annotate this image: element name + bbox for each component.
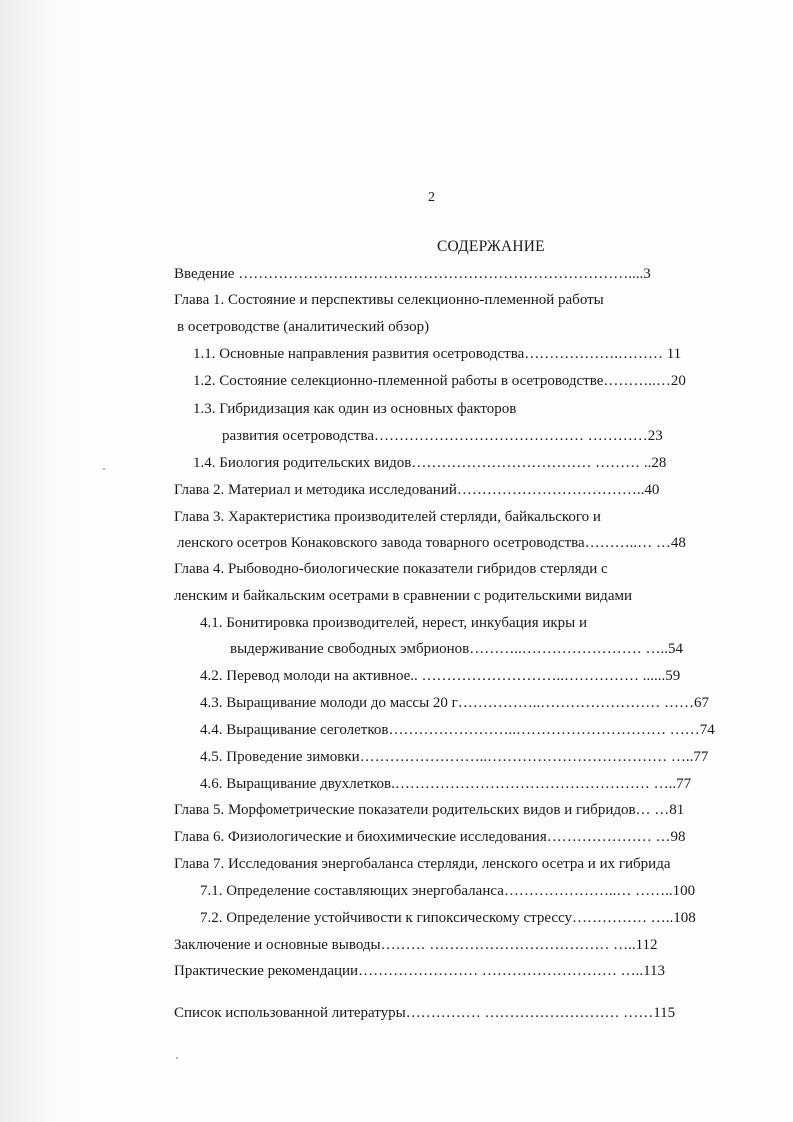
toc-entry: Глава 5. Морфометрические показатели родительских видов и гибридов… …81 — [174, 802, 685, 818]
toc-entry: 1.3. Гибридизация как один из основных факторов — [193, 401, 517, 417]
toc-entry: 4.5. Проведение зимовки……………………..……………………………… …..77 — [200, 749, 709, 765]
toc-entry: 7.1. Определение составляющих энергобаланса…………………..… ……..100 — [200, 883, 696, 899]
toc-entry: ленским и байкальским осетрами в сравнении с родительскими видами — [174, 588, 632, 604]
toc-entry: 4.3. Выращивание молоди до массы 20 г……………..…………………… ……67 — [200, 695, 710, 711]
scan-speck — [103, 468, 105, 470]
toc-entry: ленского осетров Конаковского завода товарного осетроводства………..… …48 — [177, 535, 686, 551]
toc-entry: Практические рекомендации…………………… ……………………… …..113 — [174, 963, 666, 979]
page-number: 2 — [428, 190, 435, 205]
toc-entry: развития осетроводства…………………………………… …………23 — [222, 428, 663, 444]
toc-title: СОДЕРЖАНИЕ — [437, 238, 545, 255]
toc-entry: в осетроводстве (аналитический обзор) — [177, 319, 430, 335]
toc-entry: Заключение и основные выводы……… ……………………………… …..112 — [174, 937, 658, 953]
toc-entry: выдерживание свободных эмбрионов………..…………………… …..54 — [230, 641, 683, 657]
toc-entry: Глава 6. Физиологические и биохимические исследования………………… …98 — [174, 829, 686, 845]
toc-entry: 4.1. Бонитировка производителей, нерест, инкубация икры и — [200, 615, 588, 631]
toc-entry: 4.4. Выращивание сеголетков……………………..………………………… ……74 — [200, 722, 715, 738]
toc-entry: Глава 2. Материал и методика исследований………………………………..40 — [174, 482, 660, 498]
scan-speck — [176, 1057, 178, 1059]
toc-entry: 1.4. Биология родительских видов……………………………… ……… ..28 — [193, 455, 667, 471]
toc-entry: Список использованной литературы…………… ……………………… ……115 — [174, 1005, 676, 1021]
toc-entry: 1.1. Основные направления развития осетроводства……………….……… 11 — [193, 346, 682, 362]
toc-entry: Глава 7. Исследования энергобаланса стерляди, ленского осетра и их гибрида — [174, 856, 671, 872]
scan-shadow — [0, 0, 84, 1122]
toc-entry: Глава 4. Рыбоводно-биологические показатели гибридов стерляди с — [174, 561, 608, 577]
toc-entry: Введение ……………………………………………………………………....3 — [174, 266, 651, 282]
toc-entry: 4.2. Перевод молоди на активное.. ………………………..…………… ......59 — [200, 668, 681, 684]
toc-entry: 4.6. Выращивание двухлетков.…………………………………………… …..77 — [200, 776, 692, 792]
toc-entry: Глава 3. Характеристика производителей стерляди, байкальского и — [174, 509, 601, 525]
toc-entry: 1.2. Состояние селекционно-племенной работы в осетроводстве………..…20 — [193, 373, 686, 389]
toc-entry: 7.2. Определение устойчивости к гипоксическому стрессу…………… …..108 — [200, 910, 696, 926]
toc-entry: Глава 1. Состояние и перспективы селекционно-племенной работы — [174, 292, 604, 308]
